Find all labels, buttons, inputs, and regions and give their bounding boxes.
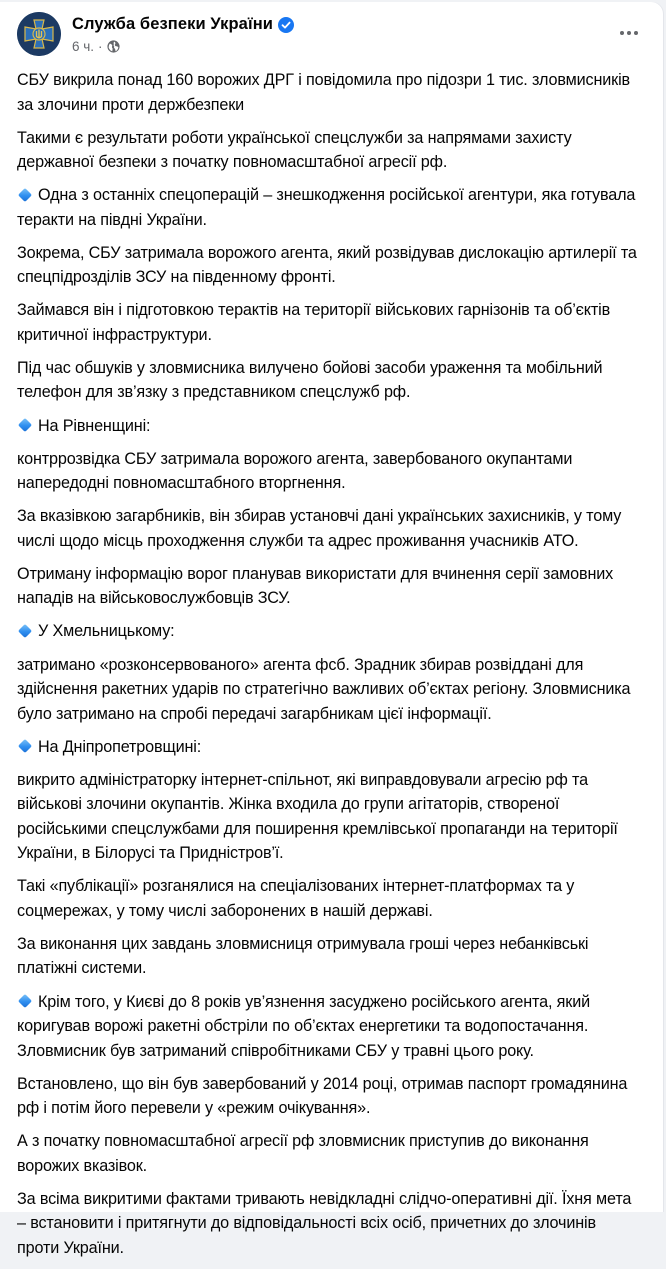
paragraph-text: На Рівненщині:: [38, 416, 151, 435]
paragraph-text: викрито адміністраторку інтернет-спільнот, які виправдовували агресію рф та військові злочини окупантів. Жінка входила до групи агітаторів, створеної російськими спецслужбами для поширення кремлівської пропаганди на території України, в Білорусі та Придністров’ї.: [17, 770, 618, 863]
post-paragraph: [17, 1187, 642, 1261]
post-paragraph: [17, 619, 642, 644]
post-header: [0, 2, 663, 64]
globe-icon: [107, 40, 120, 53]
blue-diamond-icon: [18, 624, 32, 638]
post-paragraph: [17, 1072, 642, 1121]
paragraph-text: За всіма викритими фактами тривають невідкладні слідчо-оперативні дії. Їхня мета – встановити і притягнути до відповідальності всіх осіб, причетних до злочинів проти України.: [17, 1189, 632, 1257]
post-paragraph: [17, 447, 642, 496]
paragraph-text: контррозвідка СБУ затримала ворожого агента, завербованого окупантами напередодні повномасштабного вторгнення.: [17, 449, 573, 493]
more-options-icon: [620, 31, 624, 35]
meta-separator: ·: [98, 39, 103, 54]
blue-diamond-icon: [18, 418, 32, 432]
post-paragraph: [17, 183, 642, 232]
post-body: [17, 68, 642, 1269]
paragraph-text: Одна з останніх спецоперацій – знешкодження російської агентури, яка готувала теракти на півдні України.: [17, 186, 636, 229]
paragraph-text: За вказівкою загарбників, він збирав установчі дані українських захисників, у тому числі щодо місць проходження служби та адрес проживання учасників АТО.: [17, 507, 622, 550]
post-paragraph: [17, 414, 642, 439]
paragraph-text: Зокрема, СБУ затримала ворожого агента, який розвідував дислокацію артилерії та спецпідрозділів ЗСУ на південному фронті.: [17, 243, 637, 287]
paragraph-text: У Хмельницькому:: [38, 622, 175, 641]
post-timestamp[interactable]: 6 ч.: [72, 39, 95, 54]
paragraph-text: На Дніпропетровщині:: [38, 737, 202, 756]
post-paragraph: [17, 562, 642, 611]
paragraph-text: Крім того, у Києві до 8 років ув’язнення засуджено російського агента, який коригував ворожі ракетні обстріли по об’єктах енергетики та водопостачання. Зловмисник був затриманий співробітниками СБУ у травні цього року.: [17, 992, 591, 1060]
post-paragraph: [17, 356, 642, 405]
post-paragraph: [17, 126, 642, 175]
paragraph-text: Такими є результати роботи української спецслужби за напрямами захисту державної безпеки з початку повномасштабної агресії рф.: [17, 128, 572, 172]
post-paragraph: [17, 653, 642, 727]
post-card: [0, 2, 663, 1257]
more-options-icon: [634, 31, 638, 35]
post-paragraph: [17, 874, 642, 923]
post-paragraph: [17, 241, 642, 290]
post-paragraph: [17, 990, 642, 1064]
post-paragraph: [17, 1129, 642, 1178]
paragraph-text: Встановлено, що він був завербований у 2014 році, отримав паспорт громадянина рф і потім його перевели у «режим очікування».: [17, 1074, 628, 1118]
author-row: [72, 15, 294, 34]
post-paragraph: [17, 932, 642, 981]
blue-diamond-icon: [18, 188, 32, 202]
paragraph-text: затримано «розконсервованого» агента фсб. Зрадник збирав розвіддані для здійснення ракетних ударів по стратегічно важливих об’єктах регіону. Зловмисника було затримано на спробі передачі загарбникам цієї інформації.: [17, 655, 631, 723]
post-paragraph: [17, 504, 642, 553]
post-paragraph: [17, 68, 642, 117]
paragraph-text: Займався він і підготовкою терактів на території військових гарнізонів та об’єктів критичної інфраструктури.: [17, 301, 611, 344]
page-name[interactable]: Служба безпеки України: [72, 15, 274, 33]
paragraph-text: Під час обшуків у зловмисника вилучено бойові засоби ураження та мобільний телефон для зв’язку з представником спецслужб рф.: [17, 358, 603, 402]
post-meta: [72, 39, 120, 54]
post-paragraph: [17, 768, 642, 866]
blue-diamond-icon: [18, 739, 32, 753]
paragraph-text: За виконання цих завдань зловмисниця отримувала гроші через небанківські платіжні системи.: [17, 934, 589, 978]
avatar[interactable]: [17, 12, 61, 56]
paragraph-text: СБУ викрила понад 160 ворожих ДРГ і повідомила про підозри 1 тис. зловмисників за злочини проти держбезпеки: [17, 71, 630, 114]
paragraph-text: Такі «публікації» розганялися на спеціалізованих інтернет-платформах та у соцмережах, у тому числі заборонених в нашій державі.: [17, 877, 575, 920]
paragraph-text: Отриману інформацію ворог планував використати для вчинення серії замовних нападів на військовослужбовців ЗСУ.: [17, 564, 614, 608]
blue-diamond-icon: [18, 994, 32, 1008]
post-paragraph: [17, 735, 642, 760]
paragraph-text: А з початку повномасштабної агресії рф зловмисник приступив до виконання ворожих вказівок.: [17, 1132, 589, 1175]
post-paragraph: [17, 298, 642, 347]
more-options-icon: [627, 31, 631, 35]
more-options-button[interactable]: [617, 24, 641, 42]
sbu-emblem-icon: [17, 12, 61, 56]
verified-badge-icon: [278, 17, 294, 33]
